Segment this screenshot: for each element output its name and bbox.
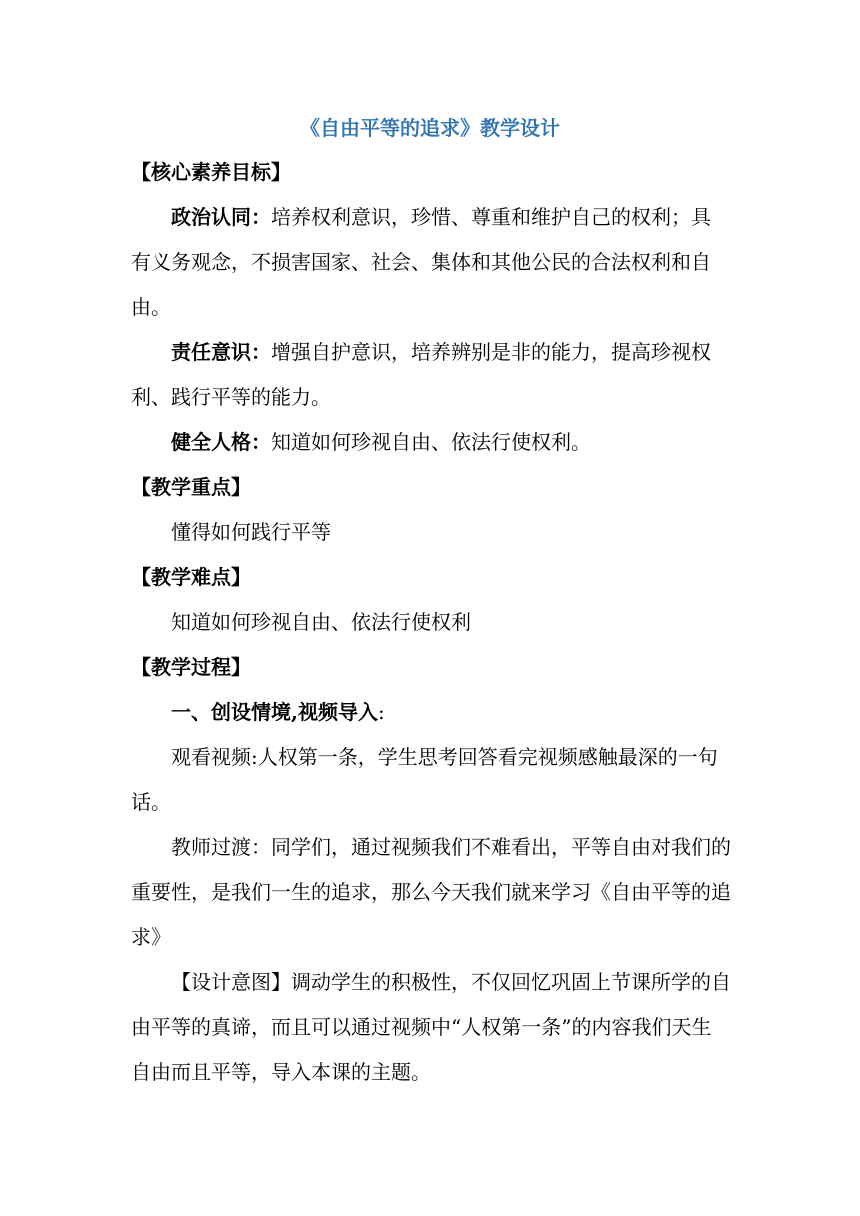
document-title: 《自由平等的追求》教学设计: [300, 116, 560, 140]
key-point-text: 懂得如何践行平等: [171, 520, 331, 544]
transition-text-3: 求》: [131, 925, 171, 949]
label-political: 政治认同：: [171, 205, 271, 229]
watch-text-1: 观看视频:人权第一条，学生思考回答看完视频感触最深的一句: [171, 745, 718, 769]
text-political-3: 由。: [131, 295, 171, 319]
step1-label: 一、创设情境,视频导入: [171, 700, 378, 724]
section-heading-difficulty: 【教学难点】: [131, 565, 251, 589]
section-heading-process: 【教学过程】: [131, 655, 251, 679]
intent-text-1: 【设计意图】调动学生的积极性，不仅回忆巩固上节课所学的自: [171, 970, 731, 994]
label-personality: 健全人格：: [171, 430, 271, 454]
section-heading-key-point: 【教学重点】: [131, 475, 251, 499]
text-responsibility-1: 增强自护意识，培养辨别是非的能力，提高珍视权: [271, 340, 711, 364]
text-political-1: 培养权利意识，珍惜、尊重和维护自己的权利；具: [271, 205, 711, 229]
paragraph-personality: [171, 427, 771, 457]
transition-text-2: 重要性，是我们一生的追求，那么今天我们就来学习《自由平等的追: [131, 880, 731, 904]
transition-text-1: 教师过渡：同学们，通过视频我们不难看出，平等自由对我们的: [171, 835, 731, 859]
paragraph-political: [171, 202, 771, 232]
intent-text-3: 自由而且平等，导入本课的主题。: [131, 1060, 431, 1084]
label-responsibility: 责任意识：: [171, 340, 271, 364]
text-political-2: 有义务观念，不损害国家、社会、集体和其他公民的合法权利和自: [131, 250, 711, 274]
intent-text-2: 由平等的真谛，而且可以通过视频中“人权第一条”的内容我们天生: [131, 1015, 712, 1039]
difficulty-text: 知道如何珍视自由、依法行使权利: [171, 610, 471, 634]
step1-heading: [171, 697, 771, 727]
step1-suffix: :: [377, 700, 385, 724]
text-personality-1: 知道如何珍视自由、依法行使权利。: [271, 430, 591, 454]
paragraph-responsibility: [171, 337, 771, 367]
text-responsibility-2: 利、践行平等的能力。: [131, 385, 331, 409]
watch-text-2: 话。: [131, 790, 171, 814]
section-heading-core-goals: 【核心素养目标】: [131, 160, 291, 184]
